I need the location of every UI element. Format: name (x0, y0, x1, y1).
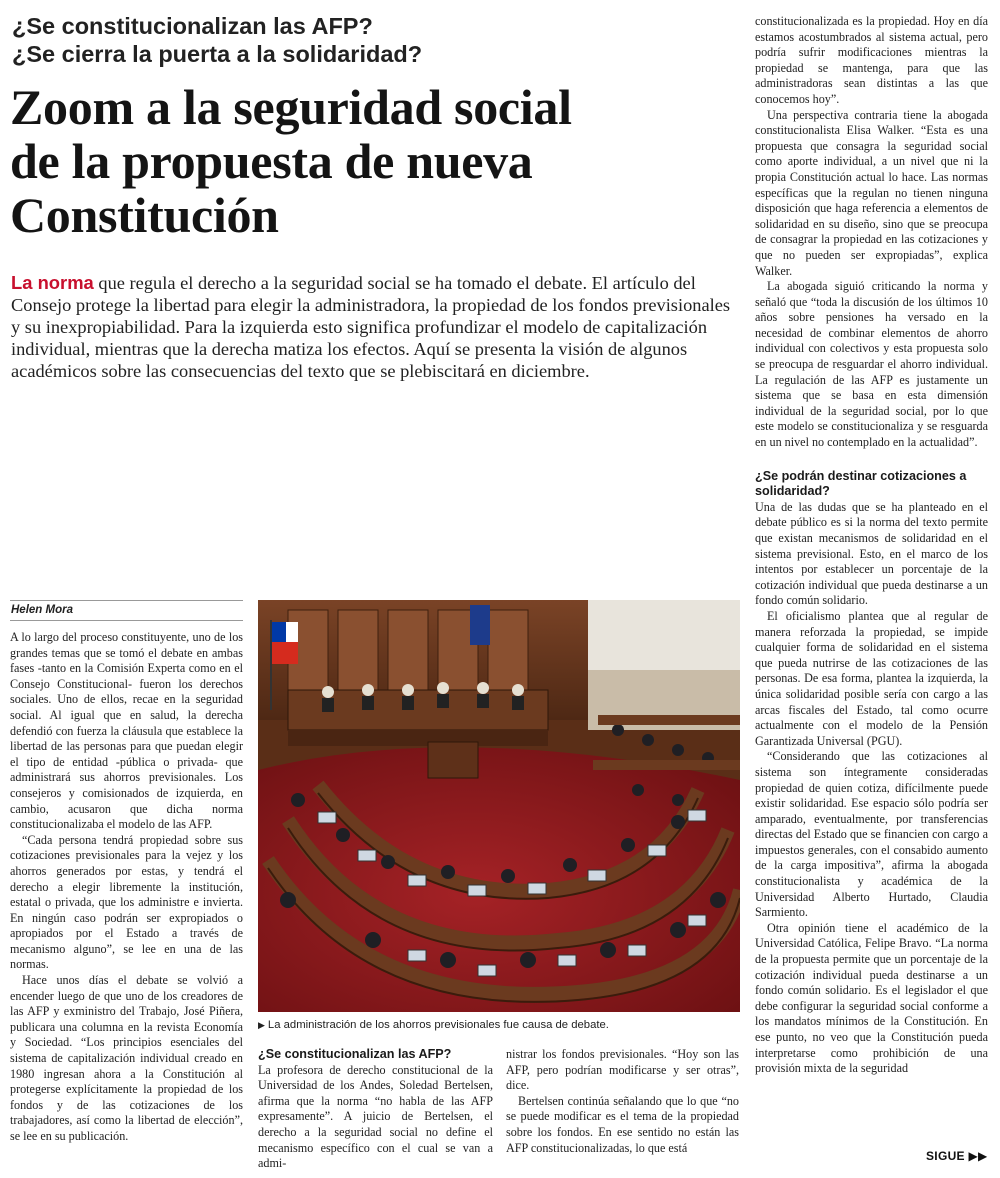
headline-line-2: de la propuesta de nueva (10, 133, 533, 189)
column-1 (10, 630, 243, 1145)
paragraph: La profesora de derecho constitucional de la Universidad de los Andes, Soledad Bertelsen, afirma que la norma “no habla de las AFP expresamente”. A juicio de Bertelsen, el derecho a la seguridad social no define el mecanismo específico con el cual se van a admi- (258, 1062, 493, 1171)
chamber-photo (258, 600, 740, 1012)
kicker (12, 12, 612, 68)
paragraph: La abogada siguió criticando la norma y señaló que “toda la discusión de los últimos 10 años sobre pensiones ha versado en la necesidad de combinar elementos de ahorro individual con colectivos y esta propuesta solo se preocupa de resguardar el ahorro individual. La regulación de las AFP es justamente un sistema que se basa en esta dimensión individual de la seguridad social, por lo que este modelo se constitucionaliza y se resguarda en un nivel no contemplado en la actualidad”. (755, 279, 988, 450)
paragraph: “Cada persona tendrá propiedad sobre sus cotizaciones previsionales para la vejez y los ahorros generados por estas, y tendrá el derecho a elegir libremente la institución, estatal o privada, que los administre e invierta. En ningún caso podrán ser expropiados o apropiados por el Estado a través de mecanismo alguno”, se lee en una de las normas. (10, 832, 243, 972)
paragraph: El oficialismo plantea que al regular de manera reforzada la propiedad, se impide cualquier forma de solidaridad en el sistema que pueda nutrirse de las cotizaciones de las personas. De esa forma, plantea la izquierda, la única solidaridad posible sería con cargo a las arcas fiscales del Estado, tal como ocurre actualmente con el modelo de la Pensión Garantizada Universal (PGU). (755, 608, 988, 748)
column-3 (506, 1047, 739, 1156)
lead-word: La norma (11, 272, 94, 293)
column-4 (755, 14, 988, 1077)
paragraph: Hace unos días el debate se volvió a encender luego de que uno de los creadores de las AFP y exministro del Trabajo, José Piñera, publicara una columna en la revista Economía y Sociedad. “Los principios esenciales del sistema de capitalización individual creado en 1980 ingresan ahora a la Constitución al protegerse explícitamente la propiedad de los fondos y de las cotizaciones de los trabajadores, así como la libertad de elección”, se lee en su publicación. (10, 973, 243, 1143)
byline-rule-top (10, 600, 243, 601)
subhead-solidaridad: ¿Se podrán destinar cotizaciones a solidaridad? (755, 468, 967, 499)
photo-caption (258, 1019, 738, 1031)
paragraph: A lo largo del proceso constituyente, uno de los grandes temas que se tomó el debate en ambas fases -tanto en la Comisión Experta como en el Consejo Constitucional- fueron los derechos sociales. Uno de ellos, recae en la seguridad social. Al igual que en salud, la derecha defendió con fuerza la cláusula que establece la libertad de las personas para que puedan elegir el tipo de entidad -pública o privada- que administrará sus ahorros previsionales. Los consejeros y comisionados de izquierda, en cambio, acusaron que dicha norma constitucionalizaba el modelo de las AFP. (10, 630, 243, 832)
caption-text: La administración de los ahorros previsionales fue causa de debate. (267, 1019, 609, 1031)
kicker-line-1: ¿Se constitucionalizan las AFP? (12, 13, 373, 39)
paragraph: Bertelsen continúa señalando que lo que “no se puede modificar es el tema de la propiedad sobre los fondos. En ese sentido no están las AFP constitucionalizadas, lo que está (506, 1093, 739, 1155)
headline-line-3: Constitución (10, 187, 279, 243)
byline-rule-bottom (10, 620, 243, 621)
paragraph: Otra opinión tiene el académico de la Universidad Católica, Felipe Bravo. “La norma de la propuesta permite que un porcentaje de la cotización individual pueda destinarse a un fondo común solidario. Es el legislador el que debe configurar la seguridad social conforme a los mandatos mínimos de la Constitución. En ese punto, no veo que la Constitución pueda interpretarse como prohibición de una provisión mixta de la seguridad (755, 920, 988, 1076)
paragraph: “Considerando que las cotizaciones al sistema son íntegramente consideradas propiedad de quien cotiza, difícilmente puede existir solidaridad. Ese espacio sólo podría ser amparado, eventualmente, por transferencias directas del Estado que se financien con cargo a impuestos generales, con el consabido aumento de la carga impositiva”, afirma la abogada constitucionalista y académica de la Universidad Alberto Hurtado, Claudia Sarmiento. (755, 749, 988, 920)
lead-paragraph (11, 272, 736, 382)
kicker-line-2: ¿Se cierra la puerta a la solidaridad? (12, 41, 423, 67)
column-2 (258, 1047, 493, 1172)
headline (10, 80, 650, 242)
headline-line-1: Zoom a la seguridad social (10, 79, 572, 135)
subhead-afp: ¿Se constitucionalizan las AFP? (258, 1047, 452, 1061)
paragraph: Una de las dudas que se ha planteado en el debate público es si la norma del texto permite que existan mecanismos de solidaridad en el sistema previsional. Esto, en el marco de los intentos por establecer un porcentaje de la cotización individual que pueda destinarse a un fondo común solidario. (755, 499, 988, 608)
continue-marker: SIGUE ▶▶ (926, 1149, 988, 1163)
byline: Helen Mora (11, 604, 73, 616)
lead-text: que regula el derecho a la seguridad social se ha tomado el debate. El artículo del Consejo protege la libertad para elegir la administradora, la propiedad de los fondos previsionales y su inexpropiabilidad. Para la izquierda esto significa profundizar el modelo de capitalización individual, mientras que la derecha matiza los efectos. Aquí se presenta la visión de algunos académicos sobre las consecuencias del texto que se plebiscitará en diciembre. (11, 273, 731, 381)
paragraph: nistrar los fondos previsionales. “Hoy son las AFP, pero podrían modificarse y ser otras”, dice. (506, 1047, 739, 1093)
caption-arrow-icon: ▶ (258, 1020, 265, 1030)
paragraph: constitucionalizada es la propiedad. Hoy en día estamos acostumbrados al sistema actual, pero podría sufrir modificaciones mientras la propiedad se mantenga, para que las administradoras sean distintas a las que conocemos hoy”. (755, 14, 988, 106)
chamber-photo-illustration (258, 600, 740, 1012)
paragraph: Una perspectiva contraria tiene la abogada constitucionalista Elisa Walker. “Esta es una propuesta que consagra la seguridad social como aporte individual, a un nivel que ni la propia Constitución actual lo hace. Las normas específicas que la regulan no tienen ninguna disposición que haga referencia a elementos de solidaridad en su diseño, sino que se preocupa de consagrar la propiedad en las cotizaciones y que no pueden ser expropiadas”, explica Walker. (755, 107, 988, 278)
